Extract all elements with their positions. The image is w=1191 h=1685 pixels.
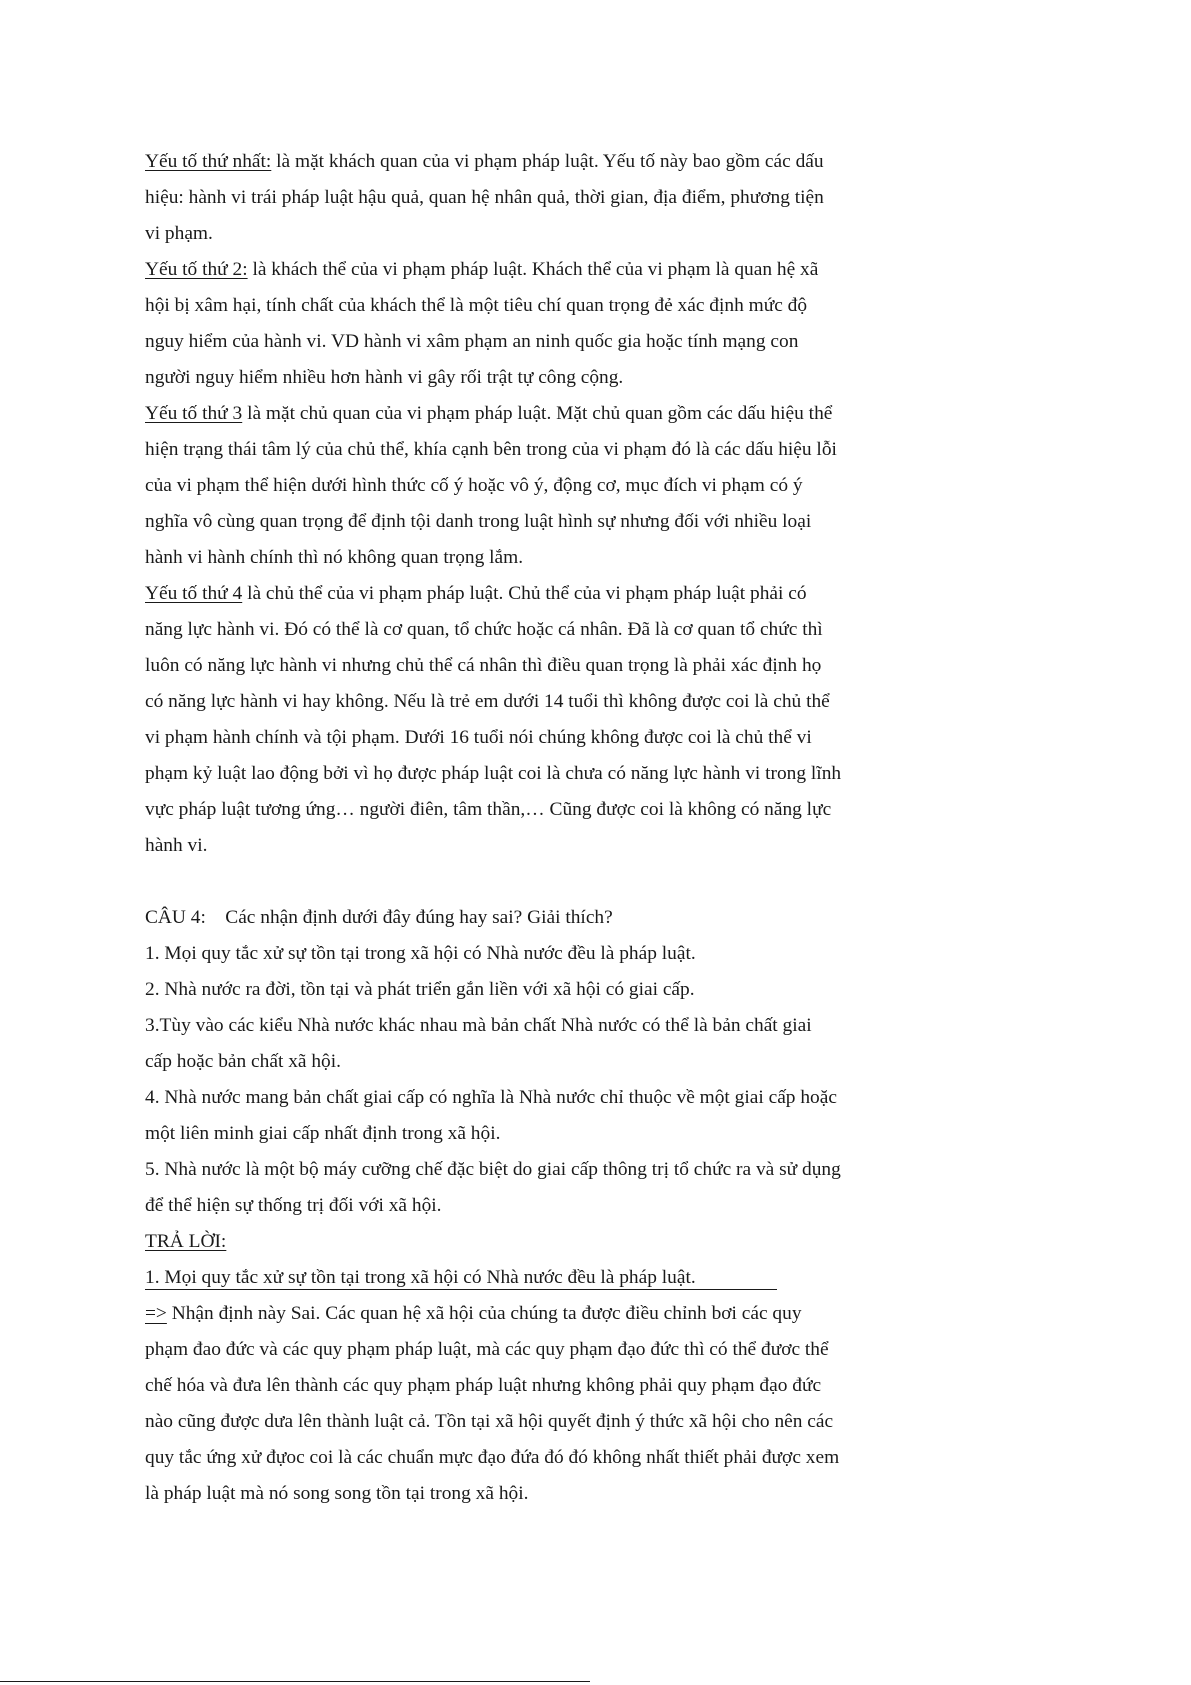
para3-line-1: [145, 396, 905, 432]
answer-line-5: quy tắc ứng xử đựoc coi là các chuẩn mực đạo đứa đó đó không nhất thiết phải được xem: [145, 1447, 840, 1468]
para3-line-3: của vi phạm thể hiện dưới hình thức cố ý hoặc vô ý, động cơ, mục đích vi phạm có ý: [145, 475, 803, 496]
arrow-marker: =>: [145, 1303, 167, 1324]
para4-line-7: vực pháp luật tương ứng… người điên, tâm thần,… Cũng được coi là không có năng lực: [145, 799, 832, 820]
para1-text: là mặt khách quan của vi phạm pháp luật. Yếu tố này bao gồm các dấu: [271, 151, 824, 172]
para4-line-3: luôn có năng lực hành vi nhưng chủ thể cá nhân thì điều quan trọng là phải xác định họ: [145, 655, 822, 676]
para1-heading: Yếu tố thứ nhất:: [145, 151, 272, 172]
question-item-5-line-1: 5. Nhà nước là một bộ máy cưỡng chế đặc biệt do giai cấp thông trị tổ chức ra và sử dụng: [145, 1159, 841, 1180]
para3-line-2: hiện trạng thái tâm lý của chủ thể, khía cạnh bên trong của vi phạm đó là các dấu hiệu lỗi: [145, 439, 837, 460]
para2-line-3: nguy hiểm của hành vi. VD hành vi xâm phạm an ninh quốc gia hoặc tính mạng con: [145, 331, 799, 352]
answer-line-2: phạm đao đức và các quy phạm pháp luật, mà các quy phạm đạo đức thì có thể đươc thể: [145, 1339, 829, 1360]
para4-line-6: phạm kỷ luật lao động bởi vì họ được pháp luật coi là chưa có năng lực hành vi trong lĩnh: [145, 763, 842, 784]
para3-line-4: nghĩa vô cùng quan trọng để định tội danh trong luật hình sự nhưng đối với nhiều loại: [145, 511, 812, 532]
para4-text: là chủ thể của vi phạm pháp luật. Chủ thể của vi phạm pháp luật phải có: [242, 583, 807, 604]
para3-heading: Yếu tố thứ 3: [145, 403, 243, 424]
answer-item-1-title-line: [145, 1260, 905, 1296]
para4-line-4: có năng lực hành vi hay không. Nếu là trẻ em dưới 14 tuổi thì không được coi là chủ thể: [145, 691, 830, 712]
para2-line-2: hội bị xâm hại, tính chất của khách thể là một tiêu chí quan trọng đẻ xác định mức độ: [145, 295, 808, 316]
para2-line-4: người nguy hiểm nhiều hơn hành vi gây rối trật tự công cộng.: [145, 367, 624, 388]
para2-line-1: [145, 252, 905, 288]
para4-line-1: [145, 576, 905, 612]
para1-line-3: vi phạm.: [145, 223, 213, 244]
para3-line-5: hành vi hành chính thì nó không quan trọng lắm.: [145, 547, 524, 568]
para2-text: là khách thể của vi phạm pháp luật. Khách thể của vi phạm là quan hệ xã: [247, 259, 819, 280]
question-item-4-line-2: một liên minh giai cấp nhất định trong xã hội.: [145, 1123, 501, 1144]
para1-line-2: hiệu: hành vi trái pháp luật hậu quả, quan hệ nhân quả, thời gian, địa điểm, phương tiện: [145, 187, 824, 208]
para3-text: là mặt chủ quan của vi phạm pháp luật. Mặt chủ quan gồm các dấu hiệu thể: [242, 403, 833, 424]
answer-line-4: nào cũng được dưa lên thành luật cả. Tồn tại xã hội quyết định ý thức xã hội cho nên các: [145, 1411, 834, 1432]
para1-line-1: [145, 144, 905, 180]
question-item-3-line-1: 3.Tùy vào các kiểu Nhà nước khác nhau mà bản chất Nhà nước có thể là bản chất giai: [145, 1015, 812, 1036]
question-title: CÂU 4: Các nhận định dưới đây đúng hay sai? Giải thích?: [145, 907, 613, 928]
question-item-3-line-2: cấp hoặc bản chất xã hội.: [145, 1051, 341, 1072]
question-item-1: 1. Mọi quy tắc xử sự tồn tại trong xã hội có Nhà nước đều là pháp luật.: [145, 943, 696, 964]
para4-line-5: vi phạm hành chính và tội phạm. Dưới 16 tuổi nói chúng không được coi là chủ thể vi: [145, 727, 812, 748]
question-item-2: 2. Nhà nước ra đời, tồn tại và phát triển gắn liền với xã hội có giai cấp.: [145, 979, 695, 1000]
para4-line-2: năng lực hành vi. Đó có thể là cơ quan, tổ chức hoặc cá nhân. Đã là cơ quan tổ chức thì: [145, 619, 823, 640]
answer-heading-line: [145, 1224, 905, 1260]
para4-heading: Yếu tố thứ 4: [145, 583, 243, 604]
answer-text: Nhận định này Sai. Các quan hệ xã hội của chúng ta được điều chỉnh bơi các quy: [166, 1303, 802, 1324]
answer-line-6: là pháp luật mà nó song song tồn tại trong xã hội.: [145, 1483, 529, 1504]
para4-line-8: hành vi.: [145, 835, 208, 856]
answer-heading: TRẢ LỜI:: [145, 1231, 227, 1252]
question-item-5-line-2: để thể hiện sự thống trị đối với xã hội.: [145, 1195, 442, 1216]
para2-heading: Yếu tố thứ 2:: [145, 259, 248, 280]
answer-line-3: chế hóa và đưa lên thành các quy phạm pháp luật nhưng không phải quy phạm đạo đức: [145, 1375, 822, 1396]
section-elements: [145, 144, 905, 864]
question-section: [145, 900, 905, 1512]
footer-rule: [0, 1681, 590, 1682]
answer-line-1: [145, 1296, 905, 1332]
answer-item-1-title: 1. Mọi quy tắc xử sự tồn tại trong xã hội có Nhà nước đều là pháp luật.: [145, 1267, 777, 1290]
question-item-4-line-1: 4. Nhà nước mang bản chất giai cấp có nghĩa là Nhà nước chỉ thuộc về một giai cấp hoặc: [145, 1087, 837, 1108]
